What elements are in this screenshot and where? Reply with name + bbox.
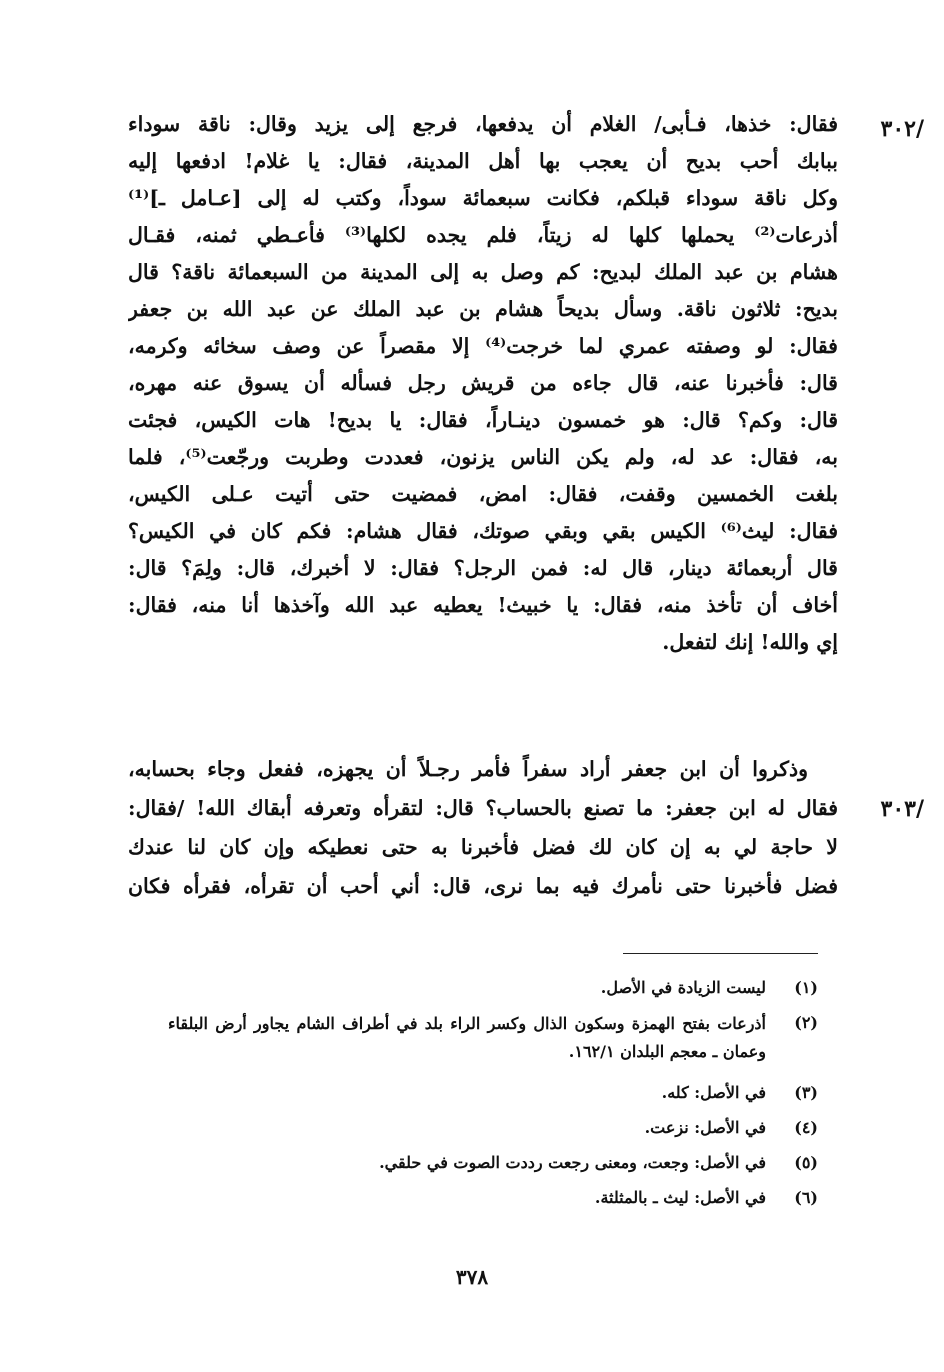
footnote-text: في الأصل: نزعت. bbox=[644, 1118, 766, 1137]
footnote-text: في الأصل: وجعت، ومعنى رجعت رددت الصوت في حلقي. bbox=[379, 1153, 766, 1172]
footnote-6 bbox=[168, 1182, 818, 1217]
text-line: قال أربعمائة دينار، قال له: فمن الرجل؟ فقال: لا أخبرك، قال: ولِمَ؟ قال: bbox=[128, 556, 838, 580]
text-line: فقال: خذها، فـأبى/ الغلام أن يدفعها، فرجع إلى يزيد وقال: ناقة سوداء bbox=[128, 112, 838, 136]
footnote-text: ليست الزيادة في الأصل. bbox=[600, 978, 766, 997]
footnote-line: وعمان ـ معجم البلدان ١٦٢/١. bbox=[568, 1042, 766, 1061]
footnote-3 bbox=[168, 1077, 818, 1112]
text-line: إي والله! إنك لتفعل. bbox=[662, 630, 838, 654]
footnote-text bbox=[168, 1013, 766, 1069]
margin-marker-302: /٣٠٢ bbox=[880, 116, 924, 142]
text-line: قال: وكم؟ قال: هو خمسون دينـاراً، فقال: يا بديح! هات الكيس، فجئت bbox=[128, 408, 838, 432]
footnote-number: (٤) bbox=[794, 1118, 818, 1137]
text-line: فقال: ليث⁽⁶⁾ الكيس بقي وبقي صوتك، فقال هشام: فكم كان في الكيس؟ bbox=[128, 519, 838, 543]
text-line: به، فقال: عد له، ولم يكن الناس يزنون، فعددت وطربت ورجّعت⁽⁵⁾، فلما bbox=[128, 445, 838, 469]
text-line: وذكروا أن ابن جعفر أراد سفراً فأمر رجـلاً أن يجهزه، ففعل وجاء بحسابه، bbox=[128, 757, 808, 781]
text-line: قال: فأخبرنا عنه، قال جاءه من قريش رجل فسأله أن يسوق عنه مهره، bbox=[128, 371, 838, 395]
footnote-line: أذرعات بفتح الهمزة وسكون الذال وكسر الراء بلد في أطراف الشام يجاور أرض البلقاء bbox=[168, 1014, 767, 1033]
footnote-number: (١) bbox=[794, 978, 818, 997]
text-line: فقال: لو وصفته عمري لما خرجت⁽⁴⁾ إلا مقصراً عن وصف سخائه وكرمه، bbox=[128, 334, 838, 358]
footnote-1 bbox=[168, 972, 818, 1007]
text-line: أذرعات⁽²⁾ يحملها كلها له زيتاً، فلم يجده لكلها⁽³⁾ فأعـطي ثمنه، فقـال bbox=[128, 223, 838, 247]
text-line: ببابك أحب بديح أن يعجب بها أهل المدينة، فقال: يا غلام! ادفعها إليه bbox=[128, 149, 838, 173]
text-line: هشام بن عبد الملك لبديح: كم وصل به إلى المدينة من السبعمائة ناقة؟ قال bbox=[128, 260, 838, 284]
text-line: فقال له ابن جعفر: ما تصنع بالحساب؟ قال: لتقرأه وتعرفه أبقاك الله! /فقال: bbox=[128, 796, 838, 820]
footnote-5 bbox=[168, 1147, 818, 1182]
text-line: وكل ناقة سوداء قبلكم، فكانت سبعمائة سوداً، وكتب له إلى [عـامل ـ]⁽¹⁾ bbox=[128, 186, 838, 210]
main-paragraph-1 bbox=[128, 106, 838, 661]
footnote-2 bbox=[168, 1007, 818, 1077]
footnote-text: في الأصل: كله. bbox=[661, 1083, 766, 1102]
footnote-divider bbox=[623, 953, 818, 954]
footnote-number: (٥) bbox=[794, 1153, 818, 1172]
text-line: أخاف أن تأخذ منه، فقال: يا خبيث! يعطيه عبد الله وآخذها أنا منه، فقال: bbox=[128, 593, 838, 617]
footnote-text: في الأصل: ليث ـ بالمثلثة. bbox=[594, 1188, 766, 1207]
footnote-4 bbox=[168, 1112, 818, 1147]
footnote-number: (٢) bbox=[794, 1013, 818, 1032]
text-line: بلغت الخمسين وقفت، فقال: امض، فمضيت حتى أتيت عـلى الكيس، bbox=[128, 482, 838, 506]
text-line: فضل فأخبرنا حتى نأمرك فيه بما نرى، قال: أني أحب أن تقرأه، فقرأه فكان bbox=[128, 874, 838, 898]
margin-marker-303: /٣٠٣ bbox=[880, 796, 924, 822]
footnote-number: (٦) bbox=[794, 1188, 818, 1207]
page-number: ٣٧٨ bbox=[455, 1265, 489, 1289]
main-paragraph-2 bbox=[128, 750, 838, 906]
footnote-number: (٣) bbox=[794, 1083, 818, 1102]
text-line: لا حاجة لي به إن كان لك فضل فأخبرنا به حتى نعطيكه وإن كان لنا عندك bbox=[128, 835, 838, 859]
text-line: بديح: ثلاثون ناقة. وسأل بديحاً هشام بن عبد الملك عن عبد الله بن جعفر bbox=[128, 297, 838, 321]
footnotes bbox=[168, 972, 818, 1217]
